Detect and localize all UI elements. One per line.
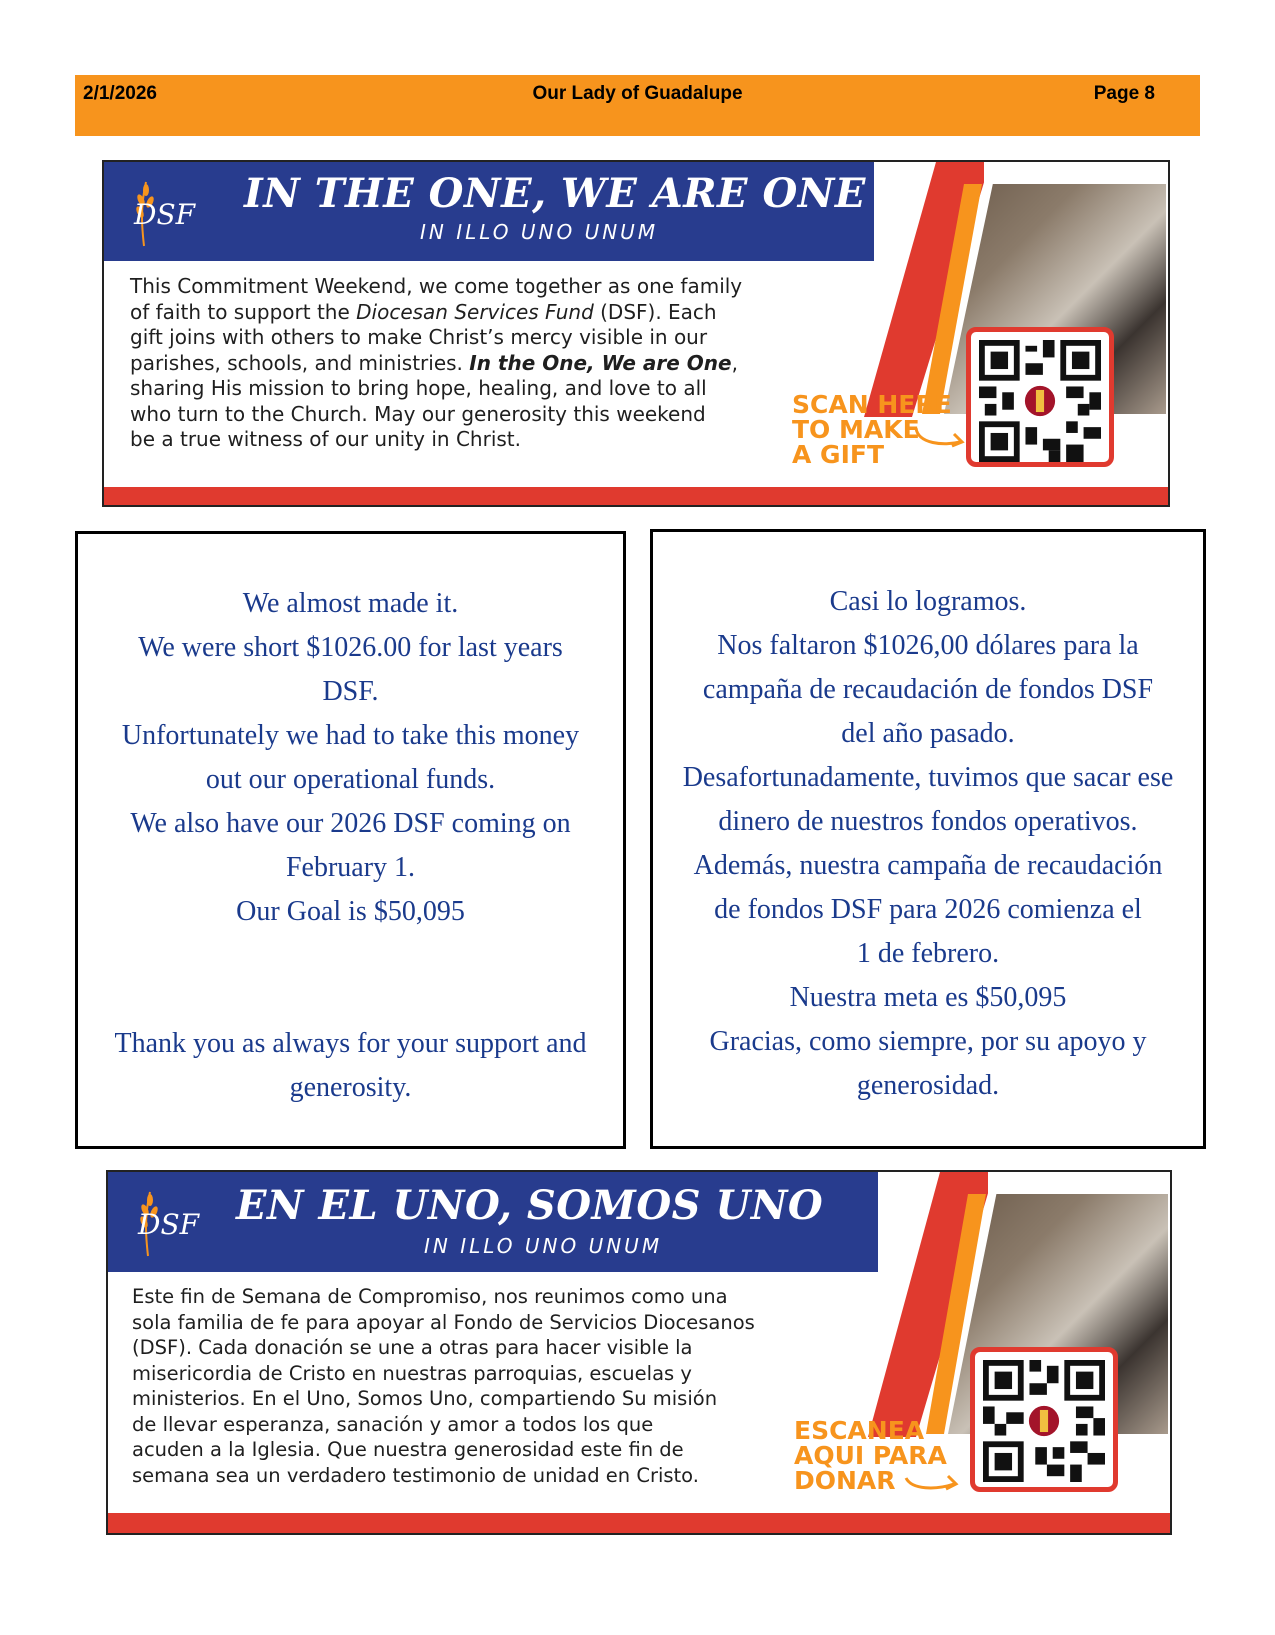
dsf-logo-text: DSF xyxy=(138,1208,200,1241)
dsf-logo-text: DSF xyxy=(134,198,196,231)
dsf-banner-spanish xyxy=(106,1170,1172,1535)
message-line: out our operational funds. xyxy=(205,764,496,795)
message-line: Gracias, como siempre, por su apoyo y xyxy=(709,1026,1147,1057)
banner-body-text xyxy=(130,274,742,453)
message-line: DSF. xyxy=(322,676,379,707)
message-line: del año pasado. xyxy=(841,718,1015,749)
banner-body-text xyxy=(132,1284,755,1488)
banner-title: EN EL UNO, SOMOS UNO xyxy=(236,1182,824,1229)
qr-code[interactable] xyxy=(966,327,1114,467)
body-line: gift joins with others to make Christ’s mercy visible in our xyxy=(130,325,708,349)
scan-call-to-action: SCAN HERE TO MAKE A GIFT xyxy=(792,390,952,469)
body-line: be a true witness of our unity in Christ. xyxy=(130,427,522,451)
message-line: generosidad. xyxy=(856,1070,1000,1101)
banner-bottom-band xyxy=(104,487,1168,505)
body-line: Este fin de Semana de Compromiso, nos reunimos como una xyxy=(132,1285,728,1308)
page-header xyxy=(75,75,1200,136)
qr-code-icon xyxy=(983,1360,1105,1482)
message-line: campaña de recaudación de fondos DSF xyxy=(702,674,1154,705)
message-line: de fondos DSF para 2026 comienza el xyxy=(714,894,1142,925)
message-box-english xyxy=(75,531,626,1149)
qr-code[interactable] xyxy=(970,1347,1118,1492)
body-line: sharing His mission to bring hope, healing, and love to all xyxy=(130,376,707,400)
message-line: We were short $1026.00 for last years xyxy=(138,632,563,663)
message-line: 1 de febrero. xyxy=(856,938,1000,969)
message-line: We also have our 2026 DSF coming on xyxy=(130,808,571,839)
message-text-spanish xyxy=(653,580,1203,1108)
header-date: 2/1/2026 xyxy=(83,83,157,104)
message-line: We almost made it. xyxy=(242,588,459,619)
body-line: misericordia de Cristo en nuestras parroquias, escuelas y xyxy=(132,1361,692,1385)
body-line: de llevar esperanza, sanación y amor a todos los que xyxy=(132,1412,654,1436)
message-line: Desafortunadamente, tuvimos que sacar ese xyxy=(682,762,1174,793)
dsf-banner-english xyxy=(102,160,1170,507)
message-line: Thank you as always for your support and xyxy=(114,1028,587,1059)
dsf-logo xyxy=(114,172,204,250)
message-line: Nos faltaron $1026,00 dólares para la xyxy=(717,630,1139,661)
message-line: dinero de nuestros fondos operativos. xyxy=(718,806,1138,837)
message-line: Nuestra meta es $50,095 xyxy=(789,982,1067,1013)
body-line: This Commitment Weekend, we come together as one family xyxy=(130,274,743,298)
dsf-logo xyxy=(118,1182,208,1260)
body-line: of faith to support the Diocesan Services Fund (DSF). Each xyxy=(130,299,717,324)
message-line: February 1. xyxy=(285,852,416,883)
arrow-right-icon xyxy=(914,424,966,450)
banner-subtitle: IN ILLO UNO UNUM xyxy=(420,220,659,244)
scan-call-to-action: ESCANEA AQUI PARA DONAR xyxy=(794,1416,947,1495)
banner-title: IN THE ONE, WE ARE ONE xyxy=(244,170,866,217)
body-line: (DSF). Cada donación se une a otras para hacer visible la xyxy=(132,1336,693,1359)
body-line: acuden a la Iglesia. Que nuestra generosidad este fin de xyxy=(132,1438,684,1461)
arrow-right-icon xyxy=(904,1468,960,1494)
banner-bottom-band xyxy=(108,1513,1170,1533)
message-line: Our Goal is $50,095 xyxy=(236,896,465,927)
body-line: parishes, schools, and ministries. In the One, We are One, xyxy=(130,350,738,375)
header-page-number: Page 8 xyxy=(1093,83,1155,104)
body-line: ministerios. En el Uno, Somos Uno, compartiendo Su misión xyxy=(132,1387,718,1410)
message-box-spanish xyxy=(650,529,1206,1149)
header-parish-name: Our Lady of Guadalupe xyxy=(532,83,743,104)
message-line: Unfortunately we had to take this money xyxy=(121,720,580,751)
message-line: Casi lo logramos. xyxy=(829,586,1027,617)
qr-code-icon xyxy=(979,340,1101,462)
message-text-english xyxy=(78,582,623,1110)
body-line: who turn to the Church. May our generosity this weekend xyxy=(130,401,706,426)
body-line: semana sea un verdadero testimonio de unidad en Cristo. xyxy=(132,1463,699,1487)
body-line: sola familia de fe para apoyar al Fondo de Servicios Diocesanos xyxy=(132,1310,755,1334)
message-line: Además, nuestra campaña de recaudación xyxy=(693,850,1163,881)
banner-subtitle: IN ILLO UNO UNUM xyxy=(424,1234,663,1258)
message-line: generosity. xyxy=(289,1072,412,1103)
